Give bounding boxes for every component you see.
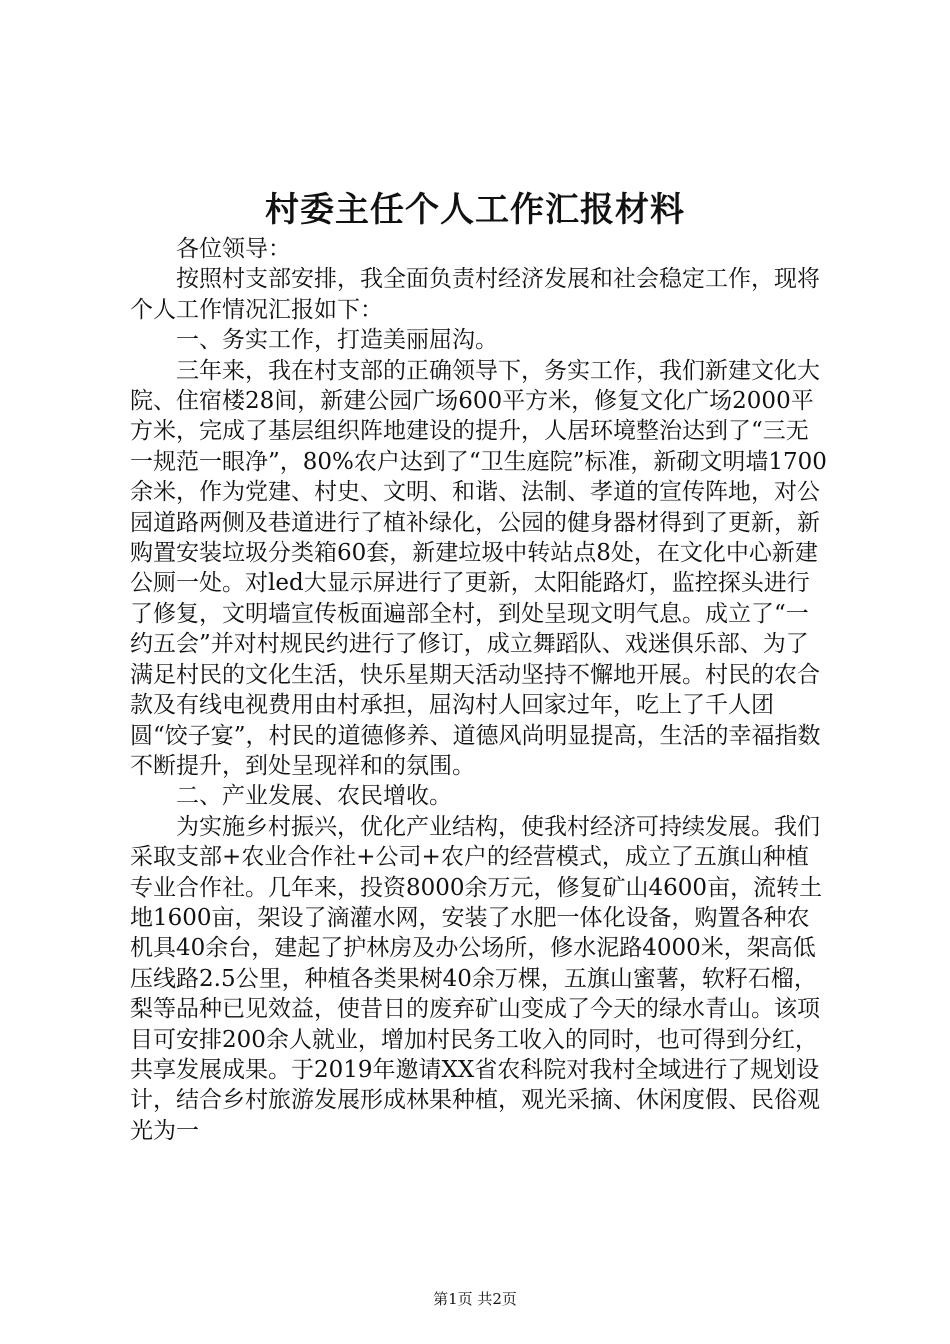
page-footer: 第1页 共2页 [433,1290,517,1308]
salutation: 各位领导： [176,236,291,262]
page-title: 村委主任个人工作汇报材料 [265,190,685,230]
paragraph-intro: 按照村支部安排，我全面负责村经济发展和社会稳定工作，现将个人工作情况汇报如下： [130,266,820,323]
section-heading-2: 二、产业发展、农民增收。 [176,783,452,810]
paragraph-section-1: 三年来，我在村支部的正确领导下，务实工作，我们新建文化大院、住宿楼28间，新建公园广场600平方米，修复文化广场2000平方米，完成了基层组织阵地建设的提升，人居环境整治达到了“三无一规范一眼净”，80%农户达到了“卫生庭院”标准，新砌文明墙1700余米，作为党建、村史、文明、和谐、法制、孝道的宣传阵地，对公园道路两侧及巷道进行了植补绿化，公园的健身器材得到了更新，新购置安装垃圾分类箱60套，新建垃圾中转站点8处，在文化中心新建公厕一处。对led大显示屏进行了更新，太阳能路灯，监控探头进行了修复，文明墙宣传板面遍部全村，到处呈现文明气息。成立了“一约五会”并对村规民约进行了修订，成立舞蹈队、戏迷俱乐部、为了满足村民的文化生活，快乐星期天活动坚持不懈地开展。村民的农合款及有线电视费用由村承担，屈沟村人回家过年，吃上了千人团圆“饺子宴”，村民的道德修养、道德风尚明显提高，生活的幸福指数不断提升，到处呈现祥和的氛围。 [130,357,827,779]
document-body [130,234,830,1146]
section-heading-1: 一、务实工作，打造美丽屈沟。 [176,327,498,354]
paragraph-section-2: 为实施乡村振兴，优化产业结构，使我村经济可持续发展。我们采取支部+农业合作社+公司+农户的经营模式，成立了五旗山种植专业合作社。几年来，投资8000余万元，修复矿山4600亩，流转土地1600亩，架设了滴灌水网，安装了水肥一体化设备，购置各种农机具40余台，建起了护林房及办公场所，修水泥路4000米，架高低压线路2.5公里，种植各类果树40余万棵，五旗山蜜薯，软籽石榴，梨等品种已见效益，使昔日的废弃矿山变成了今天的绿水青山。该项目可安排200余人就业，增加村民务工收入的同时，也可得到分红，共享发展成果。于2019年邀请XX省农科院对我村全域进行了规划设计，结合乡村旅游发展形成林果种植，观光采摘、休闲度假、民俗观光为一 [130,813,823,1144]
